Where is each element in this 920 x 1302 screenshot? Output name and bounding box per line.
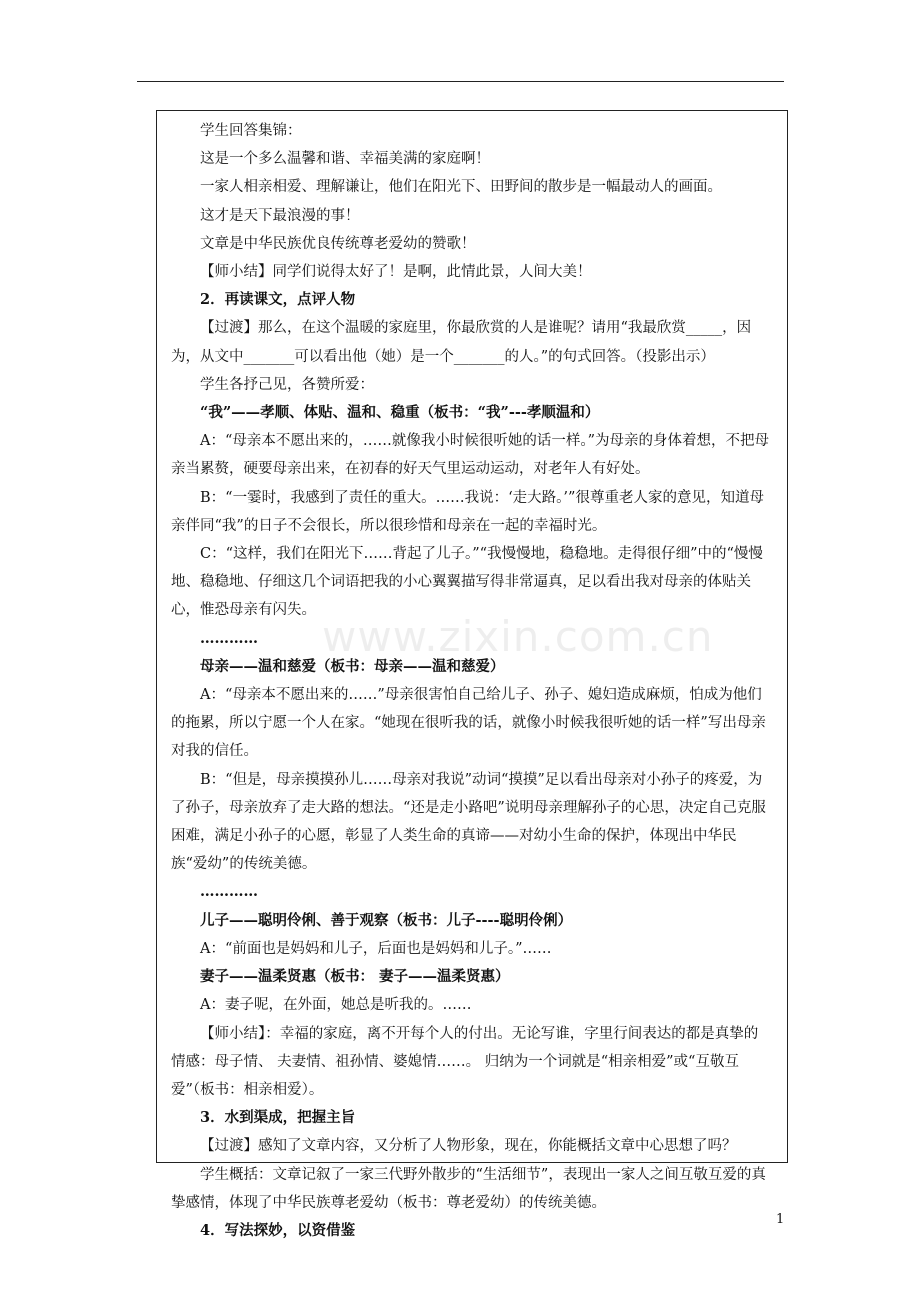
paragraph: 【过渡】那么，在这个温暖的家庭里，你最欣赏的人是谁呢？请用“我最欣赏_____，因为，从文中_______可以看出他（她）是一个_______的人。”的句式回答。（投影出示） (171, 320, 752, 365)
paragraph: 学生各抒己见，各赞所爱： (200, 376, 374, 393)
character-heading: 母亲——温和慈爱（板书：母亲——温和慈爱） (200, 657, 505, 675)
watermark: www.zixin.com.cn (322, 612, 714, 661)
header-rule (137, 81, 784, 82)
paragraph: A：“母亲本不愿出来的……”母亲很害怕自己给儿子、孙子、媳妇造成麻烦，怕成为他们的拖累，所以宁愿一个人在家。“她现在很听我的话，就像小时候我很听她的话一样”写出母亲对我的信任。 (171, 687, 766, 760)
paragraph: A：“前面也是妈妈和儿子，后面也是妈妈和儿子。”…… (200, 940, 552, 957)
character-heading: 儿子——聪明伶俐、善于观察（板书：儿子----聪明伶俐） (200, 911, 573, 929)
section-heading: 2．再读课文，点评人物 (200, 291, 356, 309)
character-heading: “我”——孝顺、体贴、温和、稳重（板书：“我”---孝顺温和） (200, 404, 600, 422)
paragraph: 学生概括：文章记叙了一家三代野外散步的“生活细节”，表现出一家人之间互敬互爱的真挚感情，体现了中华民族尊老爱幼（板书：尊老爱幼）的传统美德。 (171, 1166, 766, 1211)
paragraph: 【师小结】同学们说得太好了！是啊，此情此景，人间大美！ (200, 264, 592, 281)
lesson-content (171, 117, 771, 1245)
character-heading: 妻子——温柔贤惠（板书： 妻子——温柔贤惠） (200, 968, 510, 986)
paragraph: 【过渡】感知了文章内容，又分析了人物形象，现在，你能概括文章中心思想了吗？ (200, 1138, 737, 1155)
paragraph: 文章是中华民族优良传统尊老爱幼的赞歌！ (200, 235, 476, 252)
page-number: 1 (776, 1212, 785, 1227)
paragraph: 这是一个多么温馨和谐、幸福美满的家庭啊！ (200, 151, 490, 168)
ellipsis: ………… (200, 883, 258, 901)
paragraph: B：“但是，母亲摸摸孙儿……母亲对我说”动词“摸摸”足以看出母亲对小孙子的疼爱，为了孙子，母亲放弃了走大路的想法。“还是走小路吧”说明母亲理解孙子的心思，决定自己克服困难，满足小孙子的心愿，彰显了人类生命的真谛——对幼小生命的保护，体现出中华民族“爱幼”的传统美德。 (171, 771, 766, 873)
section-heading: 4．写法探妙，以资借鉴 (200, 1221, 356, 1239)
paragraph: 学生回答集锦： (200, 123, 302, 139)
paragraph: 【师小结】：幸福的家庭，离不开每个人的付出。无论写谁，字里行间表达的都是真挚的情感：母子情、 夫妻情、祖孙情、婆媳情……。 归纳为一个词就是“相亲相爱”或“互敬互爱”（板书：相亲相爱）。 (171, 1025, 759, 1098)
paragraph: A：妻子呢，在外面，她总是听我的。…… (200, 997, 472, 1014)
paragraph: C：“这样，我们在阳光下……背起了儿子。”“我慢慢地，稳稳地。走得很仔细”中的“慢慢地、稳稳地、仔细这几个词语把我的小心翼翼描写得非常逼真，足以看出我对母亲的体贴关心，惟恐母亲有闪失。 (171, 546, 763, 619)
paragraph: B：“一霎时，我感到了责任的重大。……我说：‘走大路。’”很尊重老人家的意见，知道母亲伴同“我”的日子不会很长，所以很珍惜和母亲在一起的幸福时光。 (171, 489, 764, 534)
section-heading: 3．水到渠成，把握主旨 (200, 1109, 356, 1127)
paragraph: 一家人相亲相爱、理解谦让，他们在阳光下、田野间的散步是一幅最动人的画面。 (200, 179, 722, 196)
ellipsis: ………… (200, 629, 258, 647)
paragraph: A：“母亲本不愿出来的，……就像我小时候很听她的话一样。”为母亲的身体着想，不把母亲当累赘，硬要母亲出来，在初春的好天气里运动运动，对老年人有好处。 (171, 433, 770, 478)
paragraph: 这才是天下最浪漫的事！ (200, 207, 360, 224)
